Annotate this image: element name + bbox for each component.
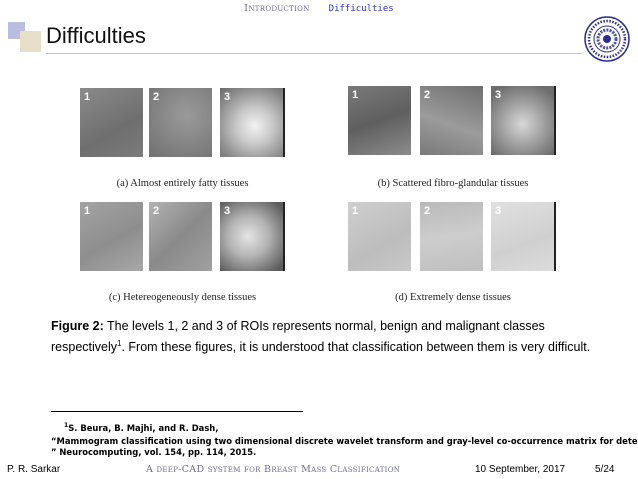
roi-image-normal — [80, 202, 143, 271]
nav-section-introduction[interactable]: Introduction — [244, 3, 310, 14]
roi-image-benign — [420, 86, 483, 155]
slide-title: Difficulties — [46, 23, 146, 48]
roi-level-label: 1 — [84, 205, 91, 217]
panel-caption: (a) Almost entirely fatty tissues — [116, 178, 249, 189]
roi-image-normal — [348, 202, 411, 271]
roi-image-malignant — [220, 202, 285, 271]
roi-image-normal — [348, 86, 411, 155]
slide-footer — [0, 463, 638, 479]
roi-image-malignant — [491, 202, 556, 271]
roi-level-label: 3 — [495, 89, 502, 101]
footnote-title: “Mammogram classification using two dimensional discrete wavelet transform and gray-level co-occurrence matrix for dete — [51, 436, 638, 446]
institute-seal-logo — [583, 11, 631, 67]
nav-subsection-difficulties[interactable]: Difficulties — [328, 4, 394, 14]
footer-talk-title: A deep-CAD system for Breast Mass Classification — [146, 464, 401, 475]
footnote-journal: ” Neurocomputing, vol. 154, pp. 114, 2015. — [51, 447, 257, 457]
roi-level-label: 2 — [424, 89, 431, 101]
figure-caption-text: The levels 1, 2 and 3 of ROIs represents normal, benign and malignant classes respectively — [51, 319, 545, 355]
roi-image-benign — [149, 88, 212, 157]
roi-image-malignant — [491, 86, 556, 155]
figure-caption-text: . From these figures, it is understood that classification between them is very difficult. — [121, 340, 591, 355]
roi-level-label: 1 — [352, 205, 359, 217]
panel-caption: (d) Extremely dense tissues — [395, 292, 511, 303]
footer-author: P. R. Sarkar — [7, 464, 61, 475]
title-divider — [46, 53, 582, 54]
roi-level-label: 3 — [224, 205, 231, 217]
footer-date: 10 September, 2017 — [475, 464, 566, 475]
footnote-authors: $^1$S. Beura, B. Majhi, and R. Dash, — [64, 422, 219, 433]
figure-caption — [51, 317, 591, 356]
roi-image-benign — [149, 202, 212, 271]
roi-level-label: 3 — [495, 205, 502, 217]
panel-caption: (b) Scattered fibro-glandular tissues — [377, 178, 529, 189]
footnote-mark: 1 — [64, 422, 69, 429]
roi-level-label: 1 — [352, 89, 359, 101]
footnote-reference[interactable]: 1 — [117, 339, 122, 348]
roi-level-label: 2 — [153, 205, 160, 217]
roi-image-benign — [420, 202, 483, 271]
roi-image-normal — [80, 88, 143, 157]
footnote-divider — [51, 411, 303, 412]
roi-level-label: 3 — [224, 91, 231, 103]
title-decoration-square — [20, 31, 41, 52]
roi-image-malignant — [220, 88, 285, 157]
footer-page-number: 5/24 — [595, 464, 615, 475]
roi-level-label: 1 — [84, 91, 91, 103]
roi-level-label: 2 — [424, 205, 431, 217]
figure-caption-label: Figure 2: — [51, 319, 104, 333]
roi-level-label: 2 — [153, 91, 160, 103]
panel-caption: (c) Hetereogeneously dense tissues — [108, 292, 257, 303]
nav-bar — [0, 3, 638, 14]
